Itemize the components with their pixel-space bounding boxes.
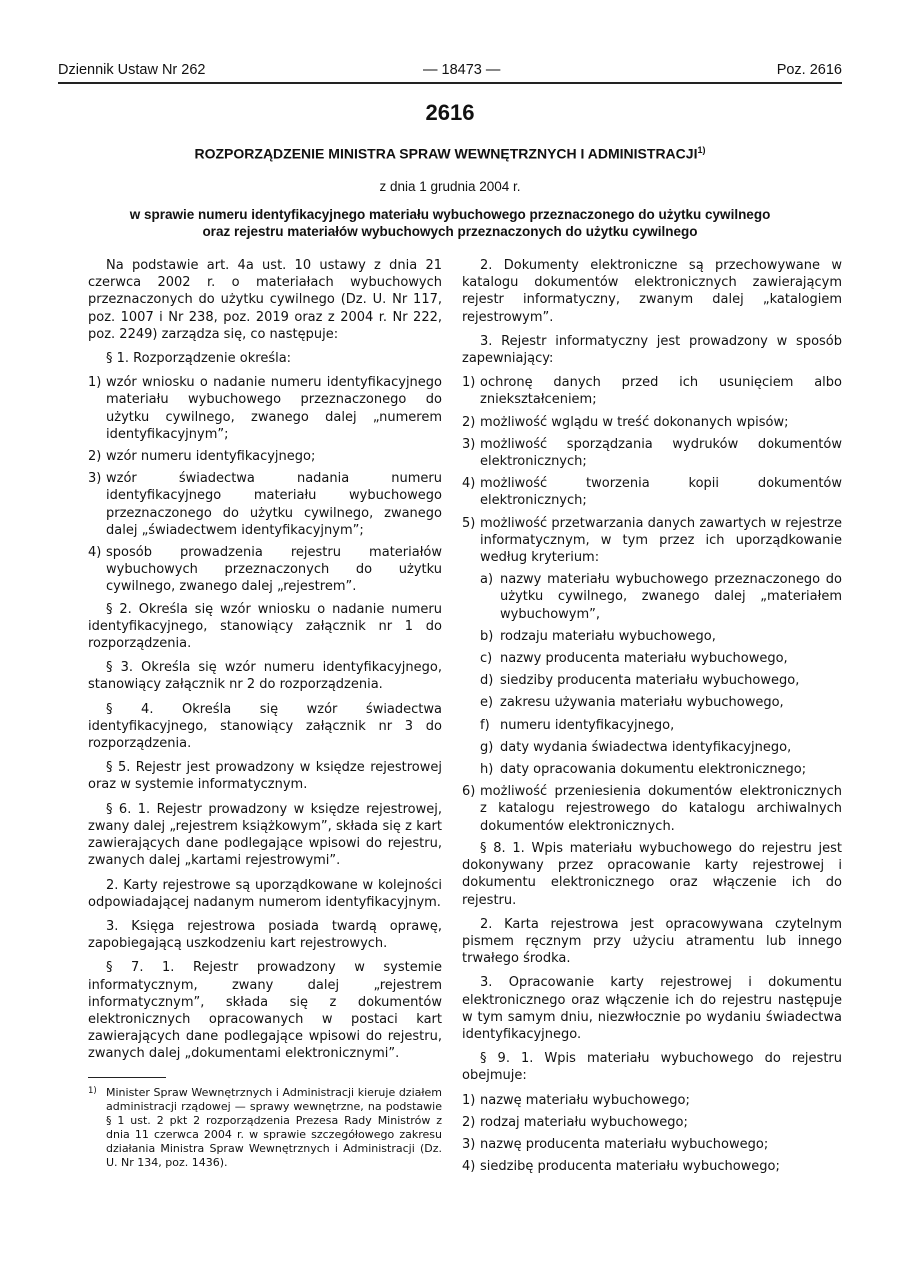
paragraph	[462, 974, 842, 1043]
right-column	[462, 257, 842, 1180]
list-item	[462, 414, 842, 431]
act-subject-line: w sprawie numeru identyfikacyjnego materiału wybuchowego przeznaczonego do użytku cywilnego	[129, 207, 771, 222]
paragraph-text: możliwość przetwarzania danych zawartych w rejestrze informatycznym, w tym przez ich uporządkowanie według kryterium:	[480, 515, 842, 566]
paragraph-text: nazwy materiału wybuchowego przeznaczonego do użytku cywilnego, zwanego dalej „materiałem wybuchowym”,	[500, 572, 842, 622]
footnote-label: 1)	[88, 1085, 97, 1096]
sub-list-item	[462, 571, 842, 623]
paragraph	[462, 333, 842, 367]
paragraph-text: wzór świadectwa nadania numeru identyfikacyjnego materiału wybuchowego przeznaczonego do użytku cywilnego, zwanego dalej „świadectwem identyfikacyjnym”;	[106, 471, 442, 538]
list-label: 3)	[88, 471, 102, 487]
list-item	[462, 783, 842, 835]
list-label: a)	[480, 572, 494, 588]
paragraph-text: 2. Dokumenty elektroniczne są przechowywane w katalogu dokumentów elektronicznych zawierającym rejestr informatyczny, zwanym dalej „katalogiem rejestrowym”.	[462, 258, 842, 325]
act-date: z dnia 1 grudnia 2004 r.	[379, 179, 521, 194]
paragraph	[462, 840, 842, 909]
act-subject-line: oraz rejestru materiałów wybuchowych przeznaczonych do użytku cywilnego	[202, 224, 698, 239]
list-label: 5)	[462, 515, 476, 531]
journal-name: Dziennik Ustaw Nr 262	[58, 62, 206, 78]
list-item	[462, 1136, 842, 1153]
sub-list-item	[462, 717, 842, 734]
list-label: 4)	[88, 545, 102, 561]
paragraph-text: 2. Karta rejestrowa jest opracowywana czytelnym pismem ręcznym przy użyciu atramentu lub innego trwałego środka.	[462, 916, 842, 967]
paragraph-text: siedziby producenta materiału wybuchowego,	[500, 673, 800, 689]
paragraph-text: rodzaj materiału wybuchowego;	[480, 1114, 688, 1130]
act-number: 2616	[425, 100, 475, 125]
paragraph	[462, 1050, 842, 1084]
footnote-divider	[88, 1077, 166, 1078]
paragraph-text: możliwość tworzenia kopii dokumentów elektronicznych;	[480, 476, 842, 509]
paragraph-text: możliwość wglądu w treść dokonanych wpisów;	[480, 414, 789, 430]
paragraph	[88, 801, 442, 870]
paragraph-text: nazwy producenta materiału wybuchowego,	[500, 651, 788, 667]
paragraph-text: § 8. 1. Wpis materiału wybuchowego do rejestru jest dokonywany przez opracowanie karty rejestrowej i dokumentu elektronicznego oraz włączenie ich do rejestru.	[462, 840, 842, 908]
paragraph-text: ochronę danych przed ich usunięciem albo zniekształceniem;	[480, 375, 842, 408]
list-item	[462, 475, 842, 509]
paragraph	[88, 959, 442, 1062]
list-label: 4)	[462, 476, 476, 492]
list-label: 1)	[462, 375, 476, 391]
list-item	[88, 374, 442, 443]
position-number: Poz. 2616	[776, 62, 842, 78]
list-item	[88, 470, 442, 539]
paragraph-text: możliwość przeniesienia dokumentów elektronicznych z katalogu rejestrowego do katalogu archiwalnych dokumentów elektronicznych.	[480, 784, 842, 834]
list-item	[462, 1158, 842, 1175]
paragraph	[88, 659, 442, 693]
list-label: 3)	[462, 436, 476, 452]
paragraph	[88, 877, 442, 911]
sub-list-item	[462, 650, 842, 667]
paragraph-text: rodzaju materiału wybuchowego,	[500, 628, 716, 644]
paragraph-text: § 7. 1. Rejestr prowadzony w systemie informatycznym, zwany dalej „rejestrem informatycznym”, składa się z dokumentów elektronicznych opracowanych w postaci kart zawierających dane podlegające wpisowi do rejestru, zwanych dalej „dokumentami elektronicznymi”.	[88, 960, 442, 1062]
list-item	[462, 374, 842, 408]
list-item	[88, 448, 442, 465]
paragraph	[462, 916, 842, 968]
list-item	[462, 515, 842, 567]
list-label: d)	[480, 673, 494, 689]
paragraph-text: § 6. 1. Rejestr prowadzony w księdze rejestrowej, zwany dalej „rejestrem książkowym”, składa się z kart zawierających dane podlegające wpisowi do rejestru, zwanych dalej „kartami rejestrowymi”.	[88, 801, 442, 869]
paragraph-text: siedzibę producenta materiału wybuchowego;	[480, 1159, 780, 1175]
paragraph	[462, 257, 842, 326]
paragraph-text: nazwę producenta materiału wybuchowego;	[480, 1136, 769, 1152]
footnote-text: Minister Spraw Wewnętrznych i Administracji kieruje działem administracji rządowej — sprawy wewnętrzne, na podstawie § 1 ust. 2 pkt 2 rozporządzenia Prezesa Rady Ministrów z dnia 11 czerwca 2004 r. w sprawie szczegółowego zakresu działania Ministra Spraw Wewnętrznych i Administracji (Dz. U. Nr 134, poz. 1436).	[106, 1085, 442, 1169]
paragraph	[88, 918, 442, 952]
paragraph	[88, 759, 442, 793]
sub-list-item	[462, 761, 842, 778]
sub-list-item	[462, 694, 842, 711]
paragraph-text: § 1. Rozporządzenie określa:	[106, 351, 292, 367]
paragraph-text: § 5. Rejestr jest prowadzony w księdze rejestrowej oraz w systemie informatycznym.	[88, 760, 442, 793]
act-title	[0, 145, 900, 162]
paragraph-text: 2. Karty rejestrowe są uporządkowane w kolejności odpowiadającej nadanym numerom identyfikacyjnym.	[88, 877, 442, 910]
paragraph-text: 3. Rejestr informatyczny jest prowadzony w sposób zapewniający:	[462, 333, 842, 367]
act-subject	[0, 206, 900, 240]
list-label: 2)	[88, 449, 102, 465]
paragraph-text: wzór wniosku o nadanie numeru identyfikacyjnego materiału wybuchowego przeznaczonego do użytku cywilnego, zwanego dalej „numerem identyfikacyjnym”;	[106, 375, 442, 442]
page-number: — 18473 —	[423, 62, 501, 78]
sub-list-item	[462, 739, 842, 756]
paragraph-text: § 3. Określa się wzór numeru identyfikacyjnego, stanowiący załącznik nr 2 do rozporządzenia.	[88, 660, 442, 693]
paragraph-text: § 9. 1. Wpis materiału wybuchowego do rejestru obejmuje:	[462, 1051, 842, 1084]
list-label: 1)	[462, 1092, 476, 1108]
paragraph	[88, 701, 442, 753]
paragraph-text: wzór numeru identyfikacyjnego;	[106, 449, 316, 465]
paragraph-text: Na podstawie art. 4a ust. 10 ustawy z dnia 21 czerwca 2002 r. o materiałach wybuchowych przeznaczonych do użytku cywilnego (Dz. U. Nr 117, poz. 1007 i Nr 238, poz. 2019 oraz z 2004 r. Nr 222, poz. 2249) zarządza się, co następuje:	[88, 258, 442, 342]
list-label: b)	[480, 628, 494, 644]
paragraph-text: numeru identyfikacyjnego,	[500, 717, 675, 733]
list-label: f)	[480, 717, 490, 733]
paragraph-text: nazwę materiału wybuchowego;	[480, 1092, 690, 1108]
list-label: 2)	[462, 414, 476, 430]
list-label: 2)	[462, 1114, 476, 1130]
list-label: c)	[480, 651, 493, 667]
list-label: 3)	[462, 1136, 476, 1152]
list-label: 4)	[462, 1159, 476, 1175]
paragraph-text: daty wydania świadectwa identyfikacyjnego,	[500, 739, 792, 755]
sub-list-item	[462, 672, 842, 689]
paragraph-text: zakresu używania materiału wybuchowego,	[500, 695, 784, 711]
list-item	[462, 436, 842, 470]
list-item	[462, 1092, 842, 1109]
paragraph-text: 3. Księga rejestrowa posiada twardą oprawę, zapobiegającą uszkodzeniu kart rejestrowych.	[88, 918, 442, 952]
paragraph-text: 3. Opracowanie karty rejestrowej i dokumentu elektronicznego oraz włączenie ich do rejestru następuje w tym samym dniu, niezwłocznie po wydaniu świadectwa identyfikacyjnego.	[462, 975, 842, 1042]
list-label: g)	[480, 739, 494, 755]
sub-list-item	[462, 628, 842, 645]
list-label: h)	[480, 762, 494, 778]
paragraph	[88, 257, 442, 343]
footnote-ref: 1)	[697, 145, 706, 155]
list-item	[88, 544, 442, 596]
act-title-text: ROZPORZĄDZENIE MINISTRA SPRAW WEWNĘTRZNYCH I ADMINISTRACJI	[194, 145, 698, 162]
list-label: 6)	[462, 784, 476, 800]
list-label: 1)	[88, 375, 102, 391]
paragraph-text: możliwość sporządzania wydruków dokumentów elektronicznych;	[480, 436, 842, 470]
list-label: e)	[480, 695, 494, 711]
paragraph-text: § 4. Określa się wzór świadectwa identyfikacyjnego, stanowiący załącznik nr 3 do rozporządzenia.	[88, 701, 442, 752]
footnote	[88, 1086, 442, 1170]
paragraph	[88, 350, 442, 367]
running-header	[58, 60, 842, 84]
list-item	[462, 1114, 842, 1131]
left-column	[88, 257, 442, 1170]
paragraph-text: daty opracowania dokumentu elektronicznego;	[500, 762, 807, 778]
paragraph-text: sposób prowadzenia rejestru materiałów wybuchowych przeznaczonych do użytku cywilnego, zwanego dalej „rejestrem”.	[106, 545, 442, 595]
paragraph-text: § 2. Określa się wzór wniosku o nadanie numeru identyfikacyjnego, stanowiący załącznik nr 1 do rozporządzenia.	[88, 601, 442, 652]
paragraph	[88, 601, 442, 653]
